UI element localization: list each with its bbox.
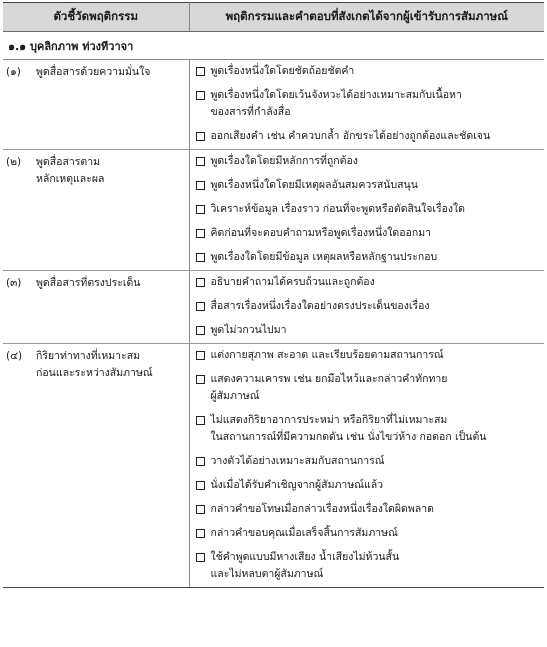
behavior-item[interactable] — [190, 319, 545, 343]
behavior-text-line: อธิบายคำถามได้ครบถ้วนและถูกต้อง — [210, 276, 375, 288]
indicator — [6, 348, 185, 382]
indicator-label — [36, 154, 185, 188]
behavior-text — [211, 322, 541, 339]
behavior-text-line: แสดงความเคารพ เช่น ยกมือไหว้และกล่าวคำทักทาย — [210, 373, 448, 385]
section-title: ๑.๑ บุคลิกภาพ ท่วงทีวาจา — [3, 32, 544, 60]
checkbox-icon[interactable] — [196, 67, 205, 76]
behavior-text — [211, 274, 541, 291]
indicator — [6, 275, 185, 292]
behavior-cell — [189, 150, 544, 271]
behavior-item[interactable] — [190, 246, 545, 270]
behavior-cell — [189, 60, 544, 150]
behavior-item[interactable] — [190, 271, 545, 295]
header-behavior: พฤติกรรมและคำตอบที่สังเกตได้จากผู้เข้ารับการสัมภาษณ์ — [189, 3, 544, 32]
indicator-number: (๑) — [6, 66, 21, 78]
behavior-item[interactable] — [190, 450, 545, 474]
indicator-label-line: ก่อนและระหว่างสัมภาษณ์ — [36, 367, 153, 379]
behavior-text-line: ใช้คำพูดแบบมีหางเสียง น้ำเสียงไม่ห้วนสั้น — [210, 551, 400, 563]
indicator-label-line: กิริยาท่าทางที่เหมาะสม — [36, 350, 141, 362]
behavior-item[interactable] — [190, 546, 545, 587]
indicator-label — [36, 348, 185, 382]
header-indicator: ตัวชี้วัดพฤติกรรม — [3, 3, 189, 32]
behavior-text — [211, 298, 541, 315]
behavior-text-line: พูดไม่วกวนไปมา — [210, 324, 287, 336]
checkbox-icon[interactable] — [196, 91, 205, 100]
behavior-text — [211, 201, 541, 218]
behavior-text-line: ผู้สัมภาษณ์ — [210, 390, 260, 402]
behavior-text — [211, 63, 541, 80]
behavior-text-line: พูดเรื่องหนึ่งใดโดยมีเหตุผลอันสมควรสนับสนุน — [210, 179, 418, 191]
indicator-number: (๒) — [6, 156, 22, 168]
behavior-text-line: พูดเรื่องใดโดยมีข้อมูล เหตุผลหรือหลักฐานประกอบ — [210, 251, 438, 263]
checkbox-icon[interactable] — [196, 157, 205, 166]
behavior-text-line: พูดเรื่องหนึ่งใดโดยชัดถ้อยชัดคำ — [210, 65, 355, 77]
behavior-text — [211, 525, 541, 542]
indicator — [6, 64, 185, 81]
checkbox-icon[interactable] — [196, 181, 205, 190]
checkbox-icon[interactable] — [196, 457, 205, 466]
indicator-label-line: หลักเหตุและผล — [36, 173, 105, 185]
behavior-text-line: ของสารที่กำลังสื่อ — [210, 106, 291, 118]
behavior-text-line: ในสถานการณ์ที่มีความกดดัน เช่น นั่งไขว่ห้าง กอดอก เป็นต้น — [210, 431, 487, 443]
indicator-cell — [3, 150, 189, 271]
behavior-text-line: นั่งเมื่อได้รับคำเชิญจากผู้สัมภาษณ์แล้ว — [210, 479, 384, 491]
indicator-cell — [3, 271, 189, 344]
behavior-item[interactable] — [190, 174, 545, 198]
behavior-item[interactable] — [190, 474, 545, 498]
checkbox-icon[interactable] — [196, 375, 205, 384]
behavior-item[interactable] — [190, 498, 545, 522]
checkbox-icon[interactable] — [196, 326, 205, 335]
checkbox-icon[interactable] — [196, 132, 205, 141]
behavior-text-line: ไม่แสดงกิริยาอาการประหม่า หรือกิริยาที่ไม่เหมาะสม — [210, 414, 448, 426]
indicator-label-line: พูดสื่อสารด้วยความมั่นใจ — [36, 66, 151, 78]
checkbox-icon[interactable] — [196, 229, 205, 238]
behavior-cell — [189, 344, 544, 588]
indicator-group-row — [3, 271, 544, 344]
indicator — [6, 154, 185, 188]
behavior-text-line: กล่าวคำขอบคุณเมื่อเสร็จสิ้นการสัมภาษณ์ — [210, 527, 398, 539]
behavior-item[interactable] — [190, 125, 545, 149]
behavior-item[interactable] — [190, 60, 545, 84]
behavior-text — [211, 477, 541, 494]
behavior-text-line: แต่งกายสุภาพ สะอาด และเรียบร้อยตามสถานการณ์ — [210, 349, 444, 361]
checkbox-icon[interactable] — [196, 253, 205, 262]
behavior-text — [211, 249, 541, 266]
behavior-text — [211, 128, 541, 145]
behavior-text — [211, 501, 541, 518]
behavior-item[interactable] — [190, 198, 545, 222]
behavior-text — [211, 87, 541, 121]
behavior-item[interactable] — [190, 222, 545, 246]
behavior-text-line: กล่าวคำขอโทษเมื่อกล่าวเรื่องหนึ่งเรื่องใดผิดพลาด — [210, 503, 434, 515]
indicator-label — [36, 64, 185, 81]
behavior-text — [211, 549, 541, 583]
behavior-item[interactable] — [190, 522, 545, 546]
indicator-group-row — [3, 60, 544, 150]
behavior-text — [211, 371, 541, 405]
behavior-item[interactable] — [190, 409, 545, 450]
behavior-text — [211, 153, 541, 170]
checkbox-icon[interactable] — [196, 505, 205, 514]
behavior-indicator-table — [3, 2, 544, 588]
behavior-text — [211, 225, 541, 242]
behavior-text-line: วางตัวได้อย่างเหมาะสมกับสถานการณ์ — [210, 455, 385, 467]
behavior-text-line: พูดเรื่องหนึ่งใดโดยเว้นจังหวะได้อย่างเหมาะสมกับเนื้อหา — [210, 89, 462, 101]
table-header-row — [3, 3, 544, 32]
section-row — [3, 32, 544, 60]
indicator-group-row — [3, 150, 544, 271]
checkbox-icon[interactable] — [196, 278, 205, 287]
indicator-label-line: พูดสื่อสารที่ตรงประเด็น — [36, 277, 141, 289]
behavior-item[interactable] — [190, 150, 545, 174]
behavior-item[interactable] — [190, 368, 545, 409]
behavior-text-line: พูดเรื่องใดโดยมีหลักการที่ถูกต้อง — [210, 155, 358, 167]
behavior-text-line: คิดก่อนที่จะตอบคำถามหรือพูดเรื่องหนึ่งใดออกมา — [210, 227, 432, 239]
behavior-text — [211, 347, 541, 364]
indicator-group-row — [3, 344, 544, 588]
behavior-text-line: วิเคราะห์ข้อมูล เรื่องราว ก่อนที่จะพูดหรือตัดสินใจเรื่องใด — [210, 203, 465, 215]
behavior-text — [211, 177, 541, 194]
checkbox-icon[interactable] — [196, 205, 205, 214]
behavior-text-line: และไม่หลบตาผู้สัมภาษณ์ — [210, 568, 324, 580]
indicator-label — [36, 275, 185, 292]
behavior-text — [211, 412, 541, 446]
behavior-text-line: สื่อสารเรื่องหนึ่งเรื่องใดอย่างตรงประเด็นของเรื่อง — [210, 300, 430, 312]
checkbox-icon[interactable] — [196, 529, 205, 538]
behavior-item[interactable] — [190, 295, 545, 319]
behavior-item[interactable] — [190, 84, 545, 125]
indicator-label-line: พูดสื่อสารตาม — [36, 156, 101, 168]
behavior-text-line: ออกเสียงคำ เช่น คำควบกล้ำ อักขระได้อย่างถูกต้องและชัดเจน — [210, 130, 491, 142]
indicator-number: (๓) — [6, 277, 22, 289]
behavior-text — [211, 453, 541, 470]
indicator-number: (๔) — [6, 350, 23, 362]
checkbox-icon[interactable] — [196, 351, 205, 360]
checkbox-icon[interactable] — [196, 416, 205, 425]
behavior-cell — [189, 271, 544, 344]
behavior-item[interactable] — [190, 344, 545, 368]
checkbox-icon[interactable] — [196, 553, 205, 562]
checkbox-icon[interactable] — [196, 302, 205, 311]
checkbox-icon[interactable] — [196, 481, 205, 490]
indicator-cell — [3, 344, 189, 588]
indicator-cell — [3, 60, 189, 150]
